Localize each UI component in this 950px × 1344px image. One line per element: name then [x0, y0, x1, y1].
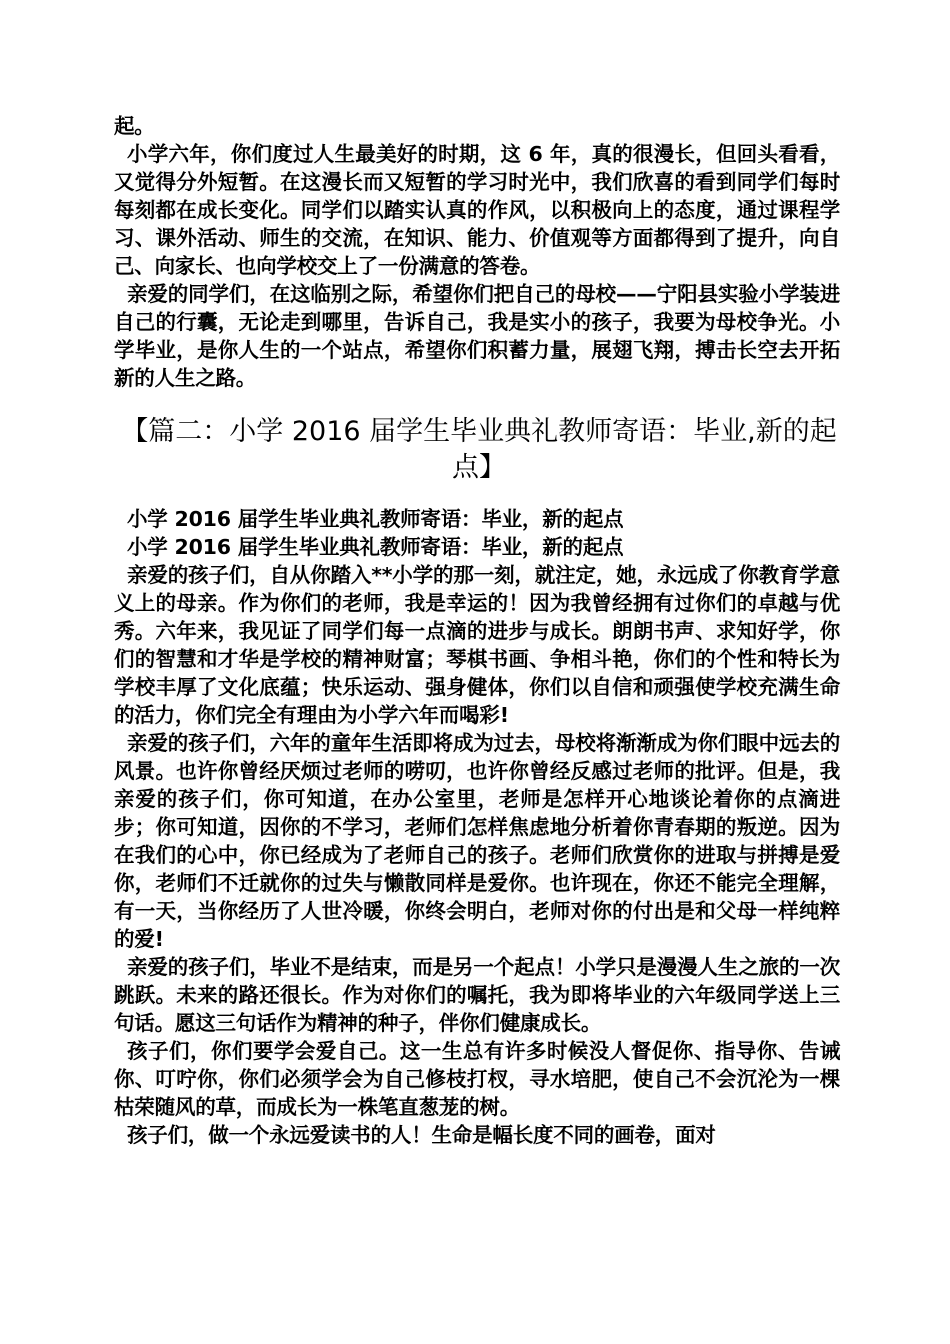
paragraph: 孩子们，做一个永远爱读书的人！生命是幅长度不同的画卷，面对 [127, 1123, 716, 1147]
section-heading: 【篇二：小学 2016 届学生毕业典礼教师寄语：毕业,新的起点】 [121, 416, 837, 483]
paragraph: 亲爱的同学们，在这临别之际，希望你们把自己的母校——宁阳县实验小学装进自己的行囊，无论走到哪里，告诉自己，我是实小的孩子，我要为母校争光。小学毕业，是你人生的一个站点，希望你们积蓄力量，展翅飞翔，搏击长空去开拓新的人生之路。 [114, 282, 840, 390]
subtitle-line: 小学 2016 届学生毕业典礼教师寄语：毕业，新的起点 [127, 507, 624, 531]
paragraph: 起。 [114, 114, 155, 138]
text-block-main [114, 505, 840, 1149]
paragraph: 小学六年，你们度过人生最美好的时期，这 6 年，真的很漫长，但回头看看，又觉得分外短暂。在这漫长而又短暂的学习时光中，我们欣喜的看到同学们每时每刻都在成长变化。同学们以踏实认真的作风，以积极向上的态度，通过课程学习、课外活动、师生的交流，在知识、能力、价值观等方面都得到了提升，向自己、向家长、也向学校交上了一份满意的答卷。 [114, 142, 840, 278]
paragraph: 亲爱的孩子们，六年的童年生活即将成为过去，母校将渐渐成为你们眼中远去的风景。也许你曾经厌烦过老师的唠叨，也许你曾经反感过老师的批评。但是，我亲爱的孩子们，你可知道，在办公室里，老师是怎样开心地谈论着你的点滴进步；你可知道，因你的不学习，老师们怎样焦虑地分析着你青春期的叛逆。因为在我们的心中，你已经成为了老师自己的孩子。老师们欣赏你的进取与拼搏是爱你，老师们不迁就你的过失与懒散同样是爱你。也许现在，你还不能完全理解，有一天，当你经历了人世冷暖，你终会明白，老师对你的付出是和父母一样纯粹的爱! [114, 731, 840, 951]
paragraph: 亲爱的孩子们，自从你踏入**小学的那一刻，就注定，她，永远成了你教育学意义上的母亲。作为你们的老师，我是幸运的！因为我曾经拥有过你们的卓越与优秀。六年来，我见证了同学们每一点滴的进步与成长。朗朗书声、求知好学，你们的智慧和才华是学校的精神财富；琴棋书画、争相斗艳，你们的个性和特长为学校丰厚了文化底蕴；快乐运动、强身健体，你们以自信和顽强使学校充满生命的活力，你们完全有理由为小学六年而喝彩! [114, 563, 840, 727]
paragraph: 亲爱的孩子们，毕业不是结束，而是另一个起点！小学只是漫漫人生之旅的一次跳跃。未来的路还很长。作为对你们的嘱托，我为即将毕业的六年级同学送上三句话。愿这三句话作为精神的种子，伴你们健康成长。 [114, 955, 840, 1035]
subtitle-line: 小学 2016 届学生毕业典礼教师寄语：毕业，新的起点 [127, 535, 624, 559]
text-block-intro [114, 112, 840, 392]
paragraph: 孩子们，你们要学会爱自己。这一生总有许多时候没人督促你、指导你、告诫你、叮咛你，你们必须学会为自己修枝打杈，寻水培肥，使自己不会沉沦为一棵枯荣随风的草，而成长为一株笔直葱茏的树。 [114, 1039, 840, 1119]
